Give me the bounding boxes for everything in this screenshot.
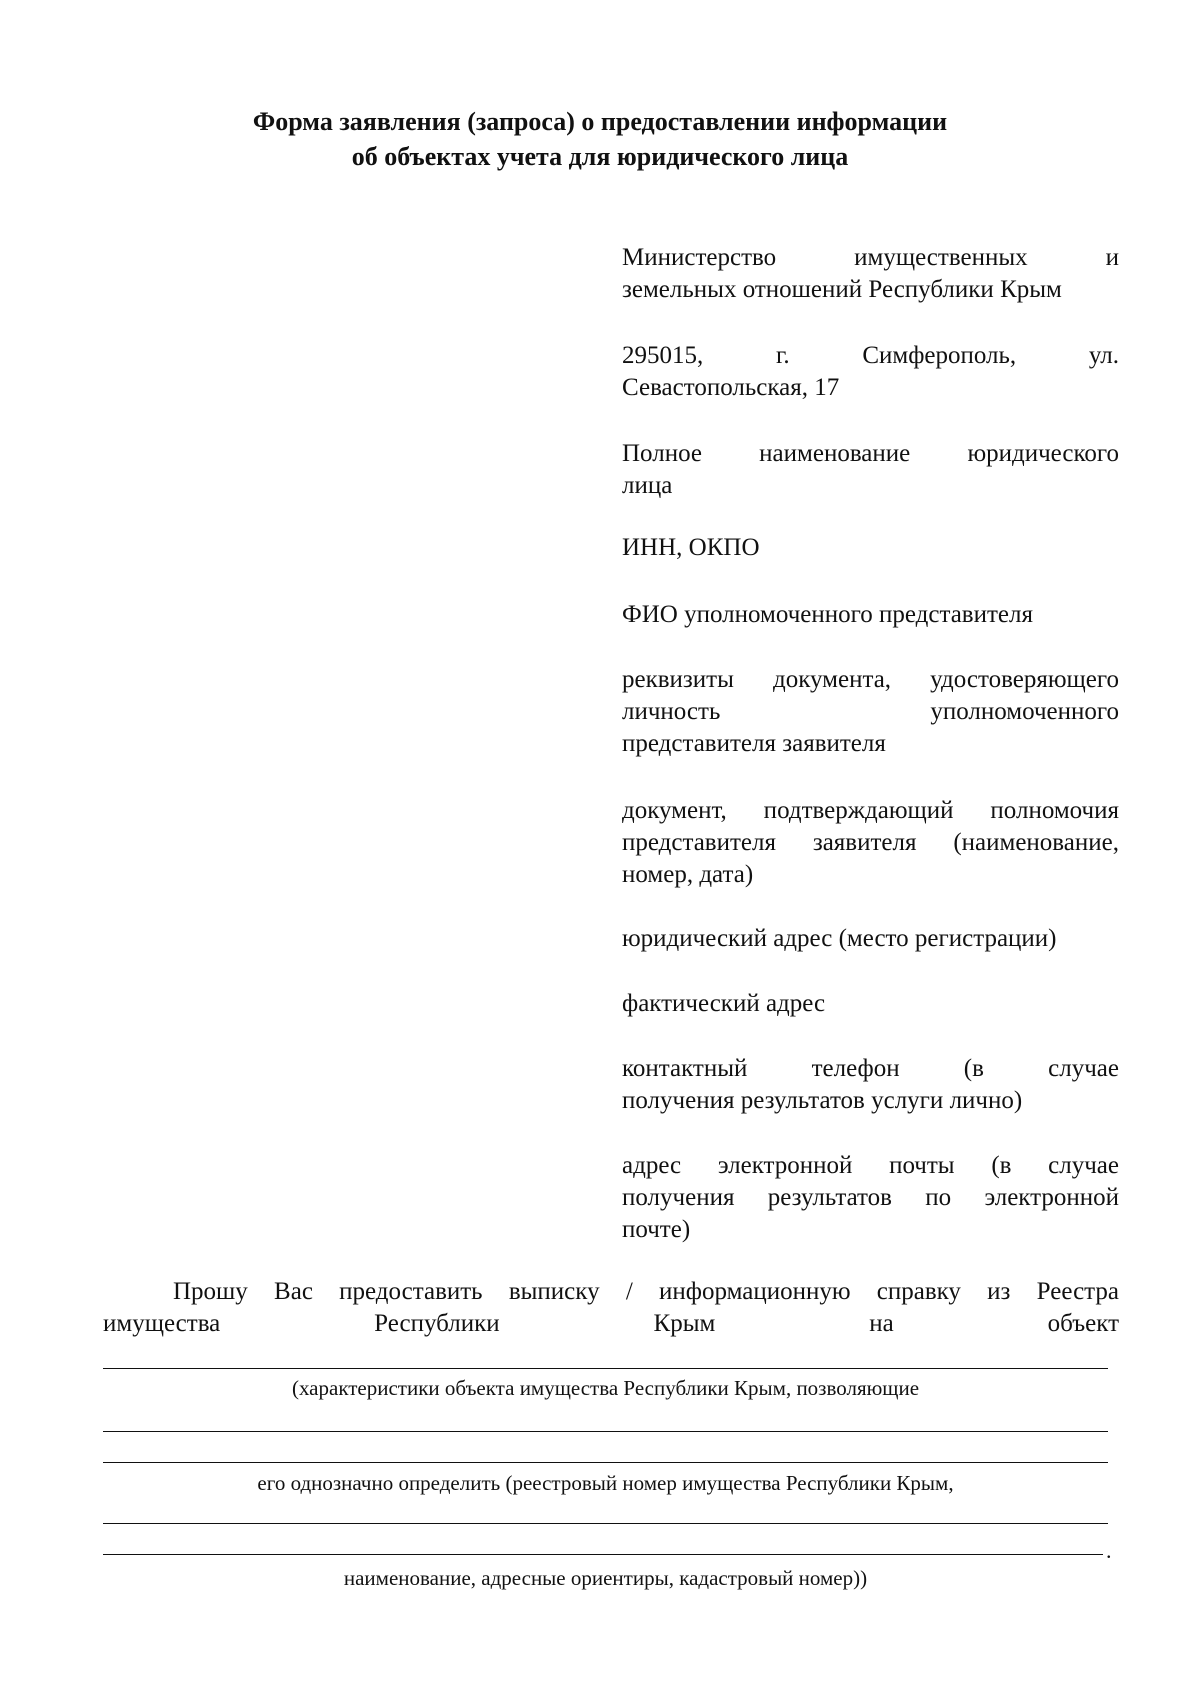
field-id-document-line-3: представителя заявителя [622, 730, 886, 757]
field-contact-phone-line-1: контактный телефон (в случае [622, 1055, 1119, 1082]
request-line-2: имущества Республики Крым на объект [103, 1310, 1119, 1337]
field-full-name-line-2: лица [622, 472, 673, 499]
field-contact-phone-line-2: получения результатов услуги лично) [622, 1087, 1023, 1114]
field-authority-document-line-1: документ, подтверждающий полномочия [622, 797, 1119, 824]
ministry-address-line-1: 295015, г. Симферополь, ул. [622, 342, 1119, 369]
caption-name-address-cadastral: наименование, адресные ориентиры, кадастровый номер)) [343, 1566, 868, 1590]
field-full-name [622, 438, 1119, 502]
field-authority-document-line-2: представителя заявителя (наименование, [622, 829, 1119, 856]
field-email-line-2: получения результатов по электронной [622, 1184, 1119, 1211]
field-authority-document-line-3: номер, дата) [622, 861, 754, 888]
field-id-document-line-2: личность уполномоченного [622, 698, 1119, 725]
field-representative-name [622, 599, 1119, 631]
field-representative-name-label: ФИО уполномоченного представителя [622, 601, 1033, 628]
object-fill-line-5[interactable] [103, 1554, 1103, 1555]
object-fill-line-1[interactable] [103, 1368, 1108, 1369]
caption-object-characteristics: (характеристики объекта имущества Республики Крым, позволяющие [291, 1376, 920, 1400]
field-actual-address [622, 988, 1119, 1020]
field-inn-okpo [622, 532, 1119, 564]
field-email-line-1: адрес электронной почты (в случае [622, 1152, 1119, 1179]
field-inn-okpo-label: ИНН, ОКПО [622, 534, 760, 561]
form-title-line-1: Форма заявления (запроса) о предоставлении информации [252, 107, 948, 136]
field-id-document-line-1: реквизиты документа, удостоверяющего [622, 666, 1119, 693]
line-end-period: . [1106, 1538, 1112, 1563]
ministry-name-line-2: земельных отношений Республики Крым [622, 276, 1062, 303]
request-line-1: Прошу Вас предоставить выписку / информационную справку из Реестра [173, 1278, 1119, 1305]
object-fill-line-3[interactable] [103, 1462, 1108, 1463]
ministry-address [622, 340, 1119, 404]
field-id-document [622, 664, 1119, 760]
request-paragraph [103, 1276, 1119, 1340]
field-email [622, 1150, 1119, 1246]
field-legal-address [622, 923, 1119, 955]
object-fill-line-4[interactable] [103, 1523, 1108, 1524]
ministry-address-line-2: Севастопольская, 17 [622, 374, 840, 401]
field-email-line-3: почте) [622, 1216, 691, 1243]
ministry-name-line-1: Министерство имущественных и [622, 244, 1119, 271]
field-contact-phone [622, 1053, 1119, 1117]
field-full-name-line-1: Полное наименование юридического [622, 440, 1119, 467]
caption-unique-identification: его однозначно определить (реестровый номер имущества Республики Крым, [257, 1471, 954, 1495]
field-actual-address-label: фактический адрес [622, 990, 826, 1017]
field-legal-address-label: юридический адрес (место регистрации) [622, 925, 1057, 952]
ministry-name [622, 242, 1119, 306]
object-fill-line-2[interactable] [103, 1431, 1108, 1432]
form-title-line-2: об объектах учета для юридического лица [351, 142, 849, 171]
field-authority-document [622, 795, 1119, 891]
